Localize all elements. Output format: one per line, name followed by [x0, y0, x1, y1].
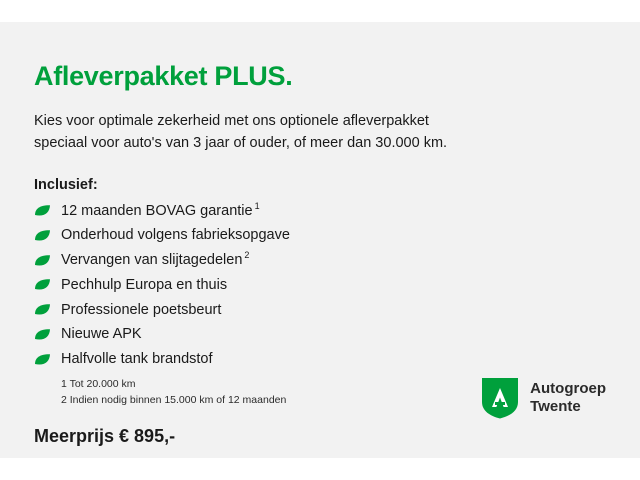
content-panel: [0, 22, 640, 458]
top-margin-bar: [0, 0, 640, 22]
shield-icon: [480, 376, 520, 420]
leaf-icon: [34, 278, 51, 291]
features-list: [34, 202, 606, 368]
footnote-ref: 2: [244, 250, 250, 261]
list-item: [34, 276, 606, 294]
feature-label: Onderhoud volgens fabrieksopgave: [61, 227, 290, 244]
intro-line-2: speciaal voor auto's van 3 jaar of ouder, of meer dan 30.000 km.: [34, 135, 448, 152]
feature-label: Pechhulp Europa en thuis: [61, 276, 228, 293]
list-item: [34, 325, 606, 343]
feature-label: Nieuwe APK: [61, 326, 142, 343]
footnote-ref: 1: [254, 200, 260, 211]
leaf-icon: [34, 353, 51, 366]
feature-label: Vervangen van slijtagedelen $^2$: [61, 250, 250, 268]
list-item: [34, 251, 606, 269]
list-item: [34, 350, 606, 368]
brand-logo: [480, 376, 606, 420]
price-label: Meerprijs € 895,-: [34, 426, 176, 447]
intro-text: [34, 110, 574, 155]
page-title: Afleverpakket PLUS.: [34, 61, 293, 91]
leaf-icon: [34, 229, 51, 242]
leaf-icon: [34, 328, 51, 341]
footnote-2: 2 Indien nodig binnen 15.000 km of 12 maanden: [61, 393, 287, 406]
feature-label: Professionele poetsbeurt: [61, 301, 222, 318]
list-item: [34, 202, 606, 220]
feature-label: 12 maanden BOVAG garantie $^1$: [61, 200, 260, 219]
brand-line-2: Twente: [530, 398, 581, 415]
bottom-margin-bar: [0, 458, 640, 480]
list-item: [34, 301, 606, 319]
leaf-icon: [34, 303, 51, 316]
feature-label: Halfvolle tank brandstof: [61, 351, 213, 368]
includes-label: Inclusief:: [34, 176, 98, 193]
leaf-icon: [34, 254, 51, 267]
footnote-1: 1 Tot 20.000 km: [61, 377, 136, 390]
brand-line-1: Autogroep: [530, 380, 606, 397]
brand-name: [530, 380, 606, 416]
intro-line-1: Kies voor optimale zekerheid met ons optionele afleverpakket: [34, 112, 429, 129]
leaf-icon: [34, 204, 51, 217]
list-item: [34, 226, 606, 244]
